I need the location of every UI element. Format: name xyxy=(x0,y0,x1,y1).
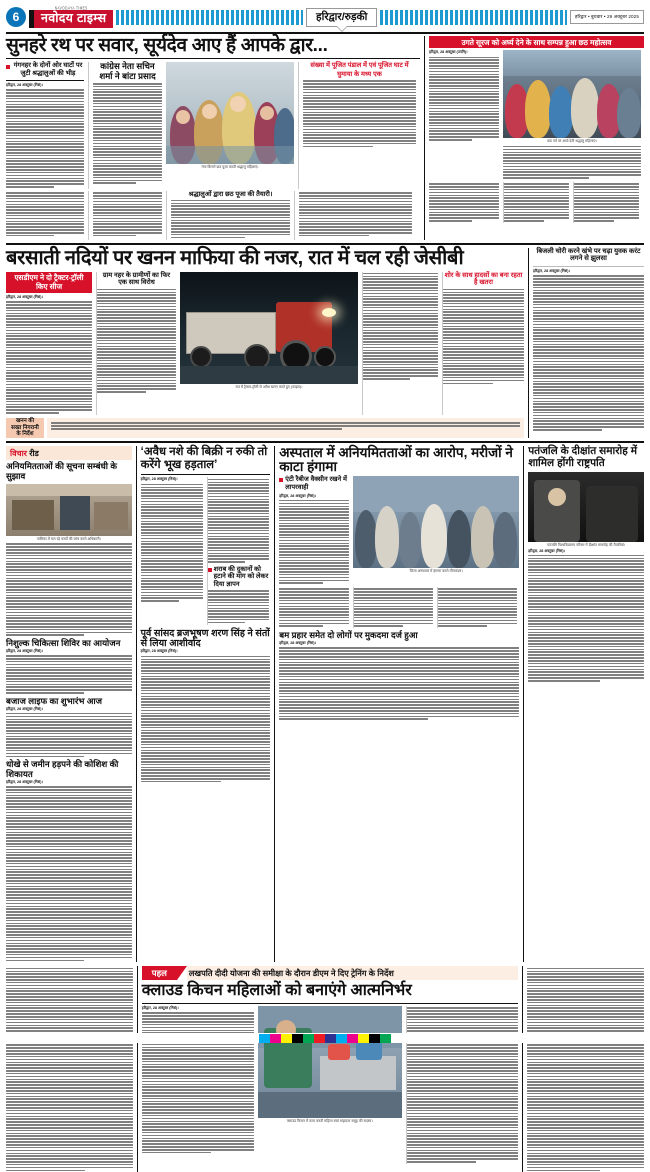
logo-text: नवोदय टाइम्स xyxy=(29,10,113,27)
edition-tag: हरिद्वार/रुड़की xyxy=(306,8,377,27)
patanjali-block xyxy=(523,446,644,962)
bottom-right-filler xyxy=(522,966,644,1172)
masthead-rule xyxy=(6,32,644,34)
patanjali-photo xyxy=(528,472,644,542)
drug-body-1 xyxy=(141,484,203,602)
patanjali-caption: पतंजलि विश्वविद्यालय परिसर में दीक्षांत समारोह की तैयारियां। xyxy=(546,543,626,548)
electricity-dateline: हरिद्वार, 28 अक्टूबर (निसं)। xyxy=(533,269,570,274)
publication-logo[interactable] xyxy=(29,6,113,27)
registration-color-bar xyxy=(0,1033,650,1043)
kitchen-block xyxy=(137,966,518,1172)
lead-body-col3 xyxy=(303,80,416,147)
mining-note-bar xyxy=(6,418,524,438)
hospital-kicker: एंटी रैबीज वैक्सीन रखने में लापरवाही xyxy=(285,476,347,492)
chhath-body-1 xyxy=(429,57,499,141)
bottom-right-body xyxy=(527,968,644,1172)
chhath-body-4 xyxy=(504,183,569,222)
reg-swatch xyxy=(336,1034,347,1043)
reg-swatch xyxy=(369,1034,380,1043)
masthead xyxy=(6,4,644,30)
hospital-photo xyxy=(353,476,519,568)
kitchen-banner-tag: पहल xyxy=(142,966,177,980)
kitchen-photo-caption: क्लाउड किचन में काम करती महिला स्वयं सहायता समूह की सदस्य। xyxy=(286,1119,373,1124)
lead-body-col2 xyxy=(93,83,162,184)
reg-swatch xyxy=(325,1034,336,1043)
electricity-headline: बिजली चोरी करने खंभे पर चढ़ा युवक करंट लगने से झुलसा xyxy=(536,247,641,263)
mining-photo xyxy=(180,272,358,384)
patanjali-dateline: हरिद्वार, 28 अक्टूबर (निसं)। xyxy=(528,548,566,553)
patanjali-body xyxy=(528,555,644,682)
lead-body-col1 xyxy=(6,89,84,187)
page-number-badge: 6 xyxy=(6,7,26,27)
drug-body-3 xyxy=(208,590,269,623)
lead-body-col4b xyxy=(299,192,412,236)
mining-photo-caption: रात में ट्रैक्टर-ट्रॉली से अवैध खनन करते हुए (फाइल)। xyxy=(235,384,303,389)
mining-block xyxy=(6,248,644,439)
vichar-caption: पालिका में चल रहे कार्यों की जांच करते अधिकारी। xyxy=(36,536,101,541)
mining-dateline: हरिद्वार, 28 अक्टूबर (निसं)। xyxy=(6,295,43,300)
lead-body-col2b xyxy=(93,192,162,236)
mining-note-body xyxy=(51,422,520,429)
electricity-block xyxy=(528,248,644,439)
reg-swatch xyxy=(358,1034,369,1043)
lead-left xyxy=(6,36,420,240)
kitchen-dateline: हरिद्वार, 28 अक्टूबर (निसं)। xyxy=(141,1006,179,1011)
lead-photo-caption-1: गंगा किनारे छठ पूजा करती श्रद्धालु महिलाएं। xyxy=(201,164,259,169)
drug-body-2 xyxy=(208,479,269,563)
hospital-dateline: हरिद्वार, 28 अक्टूबर (निसं)। xyxy=(279,493,317,498)
lead-bullet-0: गंगनहर के दोनों ओर घाटों पर जुटी श्रद्धालुओं की भीड़ xyxy=(13,61,83,77)
hospital-sub-dateline: हरिद्वार, 28 अक्टूबर (निसं)। xyxy=(279,641,317,646)
mining-headline: बरसाती नदियों पर खनन माफिया की नजर, रात में चल रही जेसीबी xyxy=(6,246,464,269)
hospital-block xyxy=(274,446,519,962)
kitchen-photo xyxy=(258,1006,402,1118)
kitchen-banner xyxy=(142,966,518,980)
bullet-marker xyxy=(208,568,212,572)
mining-pullquote-body xyxy=(443,289,524,384)
left-column xyxy=(6,446,132,962)
mining-body-1 xyxy=(6,301,92,414)
vichar-body xyxy=(6,543,132,636)
hospital-body-3 xyxy=(354,588,433,627)
lead-headline: सुनहरे रथ पर सवार, सूर्यदेव आए हैं आपके द्वार... xyxy=(6,35,328,56)
lead-photo-caption-2: श्रद्धालुओं द्वारा छठ पूजा की तैयारी। xyxy=(188,190,273,198)
drug-headline: ‘अवैध नशे की बिक्री न रुकी तो करेंगे भूख हड़ताल’ xyxy=(140,446,268,471)
kitchen-banner-text: लखपति दीदी योजना की समीक्षा के दौरान डीएम ने दिए ट्रेनिंग के निर्देश xyxy=(187,966,518,980)
vichar-photo xyxy=(6,484,132,536)
reg-swatch xyxy=(314,1034,325,1043)
left-item-0-headline: निशुल्क चिकित्सा शिविर का आयोजन xyxy=(6,638,121,649)
masthead-dateline: हरिद्वार • बुधवार • 29 अक्टूबर 2025 xyxy=(570,10,644,24)
decorative-stripe-left xyxy=(116,10,303,25)
left-item-1-dateline: हरिद्वार, 28 अक्टूबर (निसं)। xyxy=(6,706,43,711)
mining-pullquote-title: शोर के साथ हादसों का बना रहता है खतरा xyxy=(444,271,523,287)
reg-swatch xyxy=(380,1034,391,1043)
chhath-body-5 xyxy=(574,183,639,222)
mining-body-2 xyxy=(97,289,176,393)
chhath-photo xyxy=(503,50,641,138)
left-item-2-dateline: हरिद्वार, 28 अक्टूबर (निसं)। xyxy=(6,779,43,784)
lead-dateline: हरिद्वार, 28 अक्टूबर (निसं)। xyxy=(6,83,43,88)
reg-swatch xyxy=(259,1034,270,1043)
mining-body-4 xyxy=(363,273,438,380)
hospital-body-2 xyxy=(279,588,349,627)
vichar-subhead: अनियमितताओं की सूचना सम्बंधी के सुझाव xyxy=(6,461,117,481)
bottom-left-filler xyxy=(6,966,133,1172)
drug-bullet-0: शराब की दुकानों को हटाने की मांग को लेकर दिया ज्ञापन xyxy=(213,565,269,588)
mining-kicker: एसडीएम ने दो ट्रैक्टर-ट्रॉली किए सीज xyxy=(6,272,92,294)
electricity-body xyxy=(533,275,644,430)
decorative-stripe-right xyxy=(380,10,567,25)
lead-sub2: संख्या में पूजित पंडाल में एवं पूजित घाट में घुमाया के मध्य एक xyxy=(310,61,409,78)
mining-sub-col2: ग्राम नहर के ग्रामीणों का फिर एक साथ विरोध xyxy=(102,271,171,287)
vichar-banner xyxy=(6,446,132,460)
chhath-body-2 xyxy=(503,146,641,179)
brijbhushan-body xyxy=(141,656,271,783)
lead-block xyxy=(6,36,644,240)
left-item-2-body xyxy=(6,786,132,961)
hospital-sub-headline: बम प्रहार समेत दो लोगों पर मुकदमा दर्ज हुआ xyxy=(279,630,418,641)
chhath-block xyxy=(424,36,644,240)
bottom-left-body xyxy=(6,968,133,1172)
brijbhushan-dateline: हरिद्वार, 28 अक्टूबर (निसं)। xyxy=(140,649,178,654)
drug-dateline: हरिद्वार, 28 अक्टूबर (निसं)। xyxy=(140,477,178,482)
hospital-sub-body xyxy=(279,647,519,720)
lead-body-col1b xyxy=(6,192,84,236)
reg-swatch xyxy=(270,1034,281,1043)
vichar-tag: रीड xyxy=(29,448,39,458)
hospital-photo-caption: जिला अस्पताल में हंगामा करते तीमारदार। xyxy=(409,569,463,574)
reg-swatch xyxy=(347,1034,358,1043)
brijbhushan-headline: पूर्व सांसद ब्रजभूषण शरण सिंह ने संतों से लिया आशीर्वाद xyxy=(140,627,270,650)
hospital-body-1 xyxy=(279,500,349,584)
bullet-marker xyxy=(279,478,283,482)
chhath-dateline: हरिद्वार, 28 अक्टूबर (उपनि)। xyxy=(429,50,468,55)
left-item-1-headline: बजाज लाइफ का शुभारंभ आज xyxy=(6,695,102,706)
center-column-drugs xyxy=(136,446,271,962)
lead-body-col3b xyxy=(171,200,290,239)
lead-photo-ghat xyxy=(166,62,294,164)
kitchen-body-2 xyxy=(407,1007,518,1162)
kitchen-headline: क्लाउड किचन महिलाओं को बनाएंगे आत्मनिर्भर xyxy=(141,982,412,1000)
mining-note-tag: खनन की सख्त निगरानी के निर्देश xyxy=(6,418,44,438)
chhath-banner: उगते सूरज को अर्घ्य देने के साथ सम्पन्न हुआ छठ महोत्सव xyxy=(429,36,644,48)
left-item-0-body xyxy=(6,655,132,694)
chhath-photo-caption: छठ पर्व पर अर्घ्य देती श्रद्धालु महिलाएं। xyxy=(547,139,597,144)
bottom-tier xyxy=(6,966,644,1172)
reg-swatch xyxy=(292,1034,303,1043)
vichar-label: विचार xyxy=(10,448,27,458)
left-item-1-body xyxy=(6,713,132,757)
logo-kicker: NAVODAYA TIMES xyxy=(54,5,88,12)
reg-swatch xyxy=(281,1034,292,1043)
bullet-marker xyxy=(6,65,10,69)
left-item-2-headline: धोखे से जमीन हड़पने की कोशिश की शिकायत xyxy=(6,759,119,779)
hospital-body-4 xyxy=(438,588,517,627)
lead-sub1: कांग्रेस नेता सचिन शर्मा ने बांटा प्रसाद xyxy=(99,60,156,81)
patanjali-headline: पतंजलि के दीक्षांत समारोह में शामिल होंगी राष्ट्रपति xyxy=(528,445,637,469)
hospital-headline: अस्पताल में अनियमितताओं का आरोप, मरीजों ने काटा हंगामा xyxy=(279,445,513,475)
chhath-body-3 xyxy=(429,183,499,222)
reg-swatch xyxy=(303,1034,314,1043)
left-item-0-dateline: हरिद्वार, 28 अक्टूबर (निसं)। xyxy=(6,648,43,653)
middle-tier xyxy=(6,446,644,962)
